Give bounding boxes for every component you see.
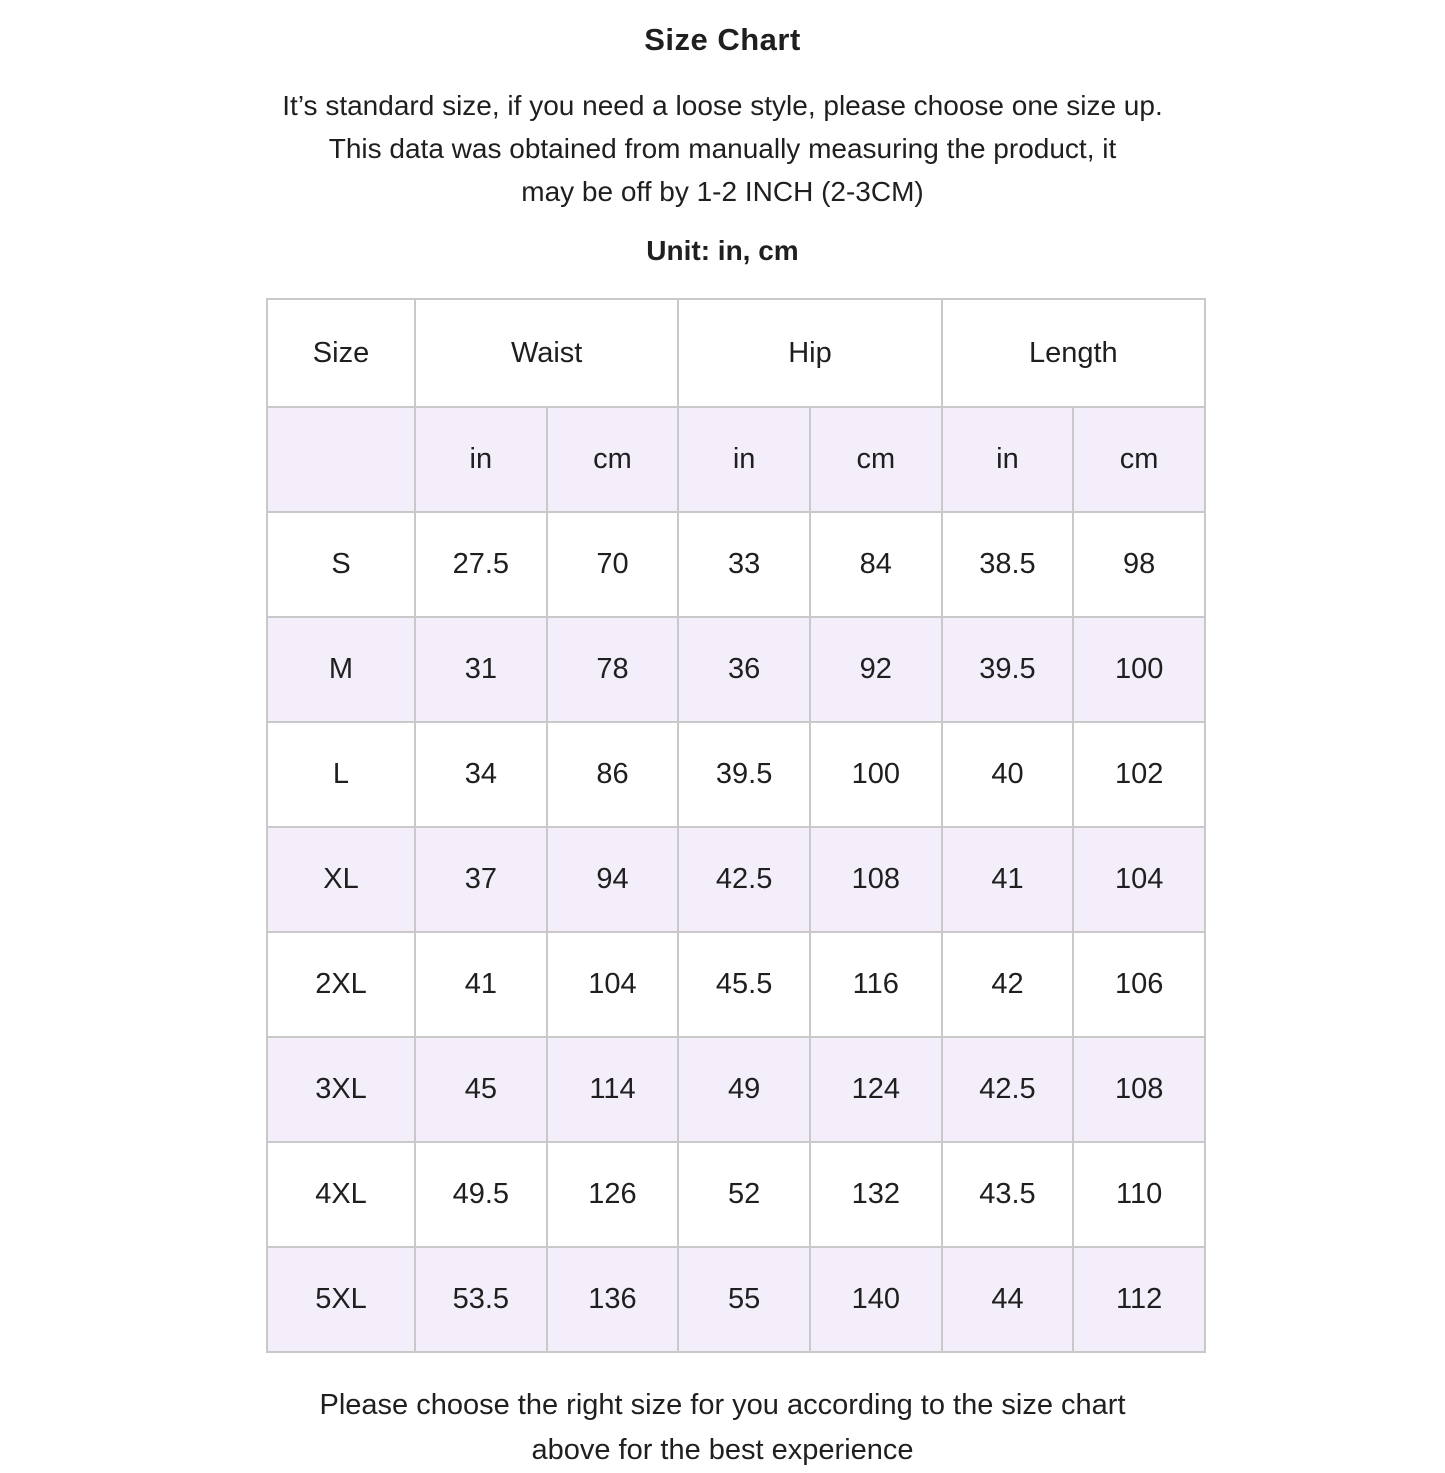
subheader-length-cm: cm bbox=[1073, 407, 1205, 512]
measurement-cell: 49 bbox=[678, 1037, 810, 1142]
subheader-hip-in: in bbox=[678, 407, 810, 512]
size-cell: L bbox=[267, 722, 415, 827]
footer-note bbox=[173, 1383, 1273, 1473]
measurement-cell: 34 bbox=[415, 722, 547, 827]
measurement-cell: 100 bbox=[810, 722, 942, 827]
measurement-cell: 42 bbox=[942, 932, 1074, 1037]
measurement-cell: 78 bbox=[547, 617, 679, 722]
size-cell: 2XL bbox=[267, 932, 415, 1037]
column-header-size: Size bbox=[267, 299, 415, 407]
size-note bbox=[133, 84, 1313, 213]
measurement-cell: 31 bbox=[415, 617, 547, 722]
measurement-cell: 124 bbox=[810, 1037, 942, 1142]
table-row bbox=[267, 932, 1205, 1037]
measurement-cell: 104 bbox=[547, 932, 679, 1037]
measurement-cell: 110 bbox=[1073, 1142, 1205, 1247]
measurement-cell: 86 bbox=[547, 722, 679, 827]
measurement-cell: 39.5 bbox=[678, 722, 810, 827]
measurement-cell: 52 bbox=[678, 1142, 810, 1247]
measurement-cell: 126 bbox=[547, 1142, 679, 1247]
table-row bbox=[267, 1247, 1205, 1352]
size-cell: 5XL bbox=[267, 1247, 415, 1352]
measurement-cell: 45.5 bbox=[678, 932, 810, 1037]
measurement-cell: 53.5 bbox=[415, 1247, 547, 1352]
measurement-cell: 116 bbox=[810, 932, 942, 1037]
footer-note-line-2: above for the best experience bbox=[531, 1434, 914, 1466]
measurement-cell: 136 bbox=[547, 1247, 679, 1352]
size-cell: XL bbox=[267, 827, 415, 932]
measurement-cell: 40 bbox=[942, 722, 1074, 827]
table-row bbox=[267, 617, 1205, 722]
measurement-cell: 37 bbox=[415, 827, 547, 932]
measurement-cell: 104 bbox=[1073, 827, 1205, 932]
measurement-cell: 27.5 bbox=[415, 512, 547, 617]
subheader-waist-cm: cm bbox=[547, 407, 679, 512]
measurement-cell: 98 bbox=[1073, 512, 1205, 617]
subheader-empty-cell bbox=[267, 407, 415, 512]
column-header-hip: Hip bbox=[678, 299, 941, 407]
measurement-cell: 41 bbox=[942, 827, 1074, 932]
measurement-cell: 42.5 bbox=[678, 827, 810, 932]
measurement-cell: 112 bbox=[1073, 1247, 1205, 1352]
measurement-cell: 43.5 bbox=[942, 1142, 1074, 1247]
measurement-cell: 92 bbox=[810, 617, 942, 722]
measurement-cell: 44 bbox=[942, 1247, 1074, 1352]
table-row bbox=[267, 512, 1205, 617]
measurement-cell: 70 bbox=[547, 512, 679, 617]
subheader-waist-in: in bbox=[415, 407, 547, 512]
measurement-cell: 102 bbox=[1073, 722, 1205, 827]
unit-label: Unit: in, cm bbox=[646, 235, 799, 266]
measurement-cell: 55 bbox=[678, 1247, 810, 1352]
subheader-length-in: in bbox=[942, 407, 1074, 512]
size-cell: 4XL bbox=[267, 1142, 415, 1247]
table-subheader-row bbox=[267, 407, 1205, 512]
measurement-cell: 108 bbox=[810, 827, 942, 932]
table-row bbox=[267, 1037, 1205, 1142]
measurement-cell: 42.5 bbox=[942, 1037, 1074, 1142]
column-header-waist: Waist bbox=[415, 299, 678, 407]
table-row bbox=[267, 722, 1205, 827]
measurement-cell: 94 bbox=[547, 827, 679, 932]
size-cell: M bbox=[267, 617, 415, 722]
measurement-cell: 140 bbox=[810, 1247, 942, 1352]
page-title: Size Chart bbox=[644, 22, 801, 57]
size-cell: 3XL bbox=[267, 1037, 415, 1142]
size-note-line-1: It’s standard size, if you need a loose style, please choose one size up. bbox=[282, 90, 1163, 121]
table-row bbox=[267, 1142, 1205, 1247]
column-header-length: Length bbox=[942, 299, 1205, 407]
measurement-cell: 106 bbox=[1073, 932, 1205, 1037]
measurement-cell: 108 bbox=[1073, 1037, 1205, 1142]
subheader-hip-cm: cm bbox=[810, 407, 942, 512]
table-header-row bbox=[267, 299, 1205, 407]
table-row bbox=[267, 827, 1205, 932]
size-cell: S bbox=[267, 512, 415, 617]
footer-note-line-1: Please choose the right size for you according to the size chart bbox=[319, 1389, 1126, 1421]
measurement-cell: 33 bbox=[678, 512, 810, 617]
measurement-cell: 100 bbox=[1073, 617, 1205, 722]
measurement-cell: 36 bbox=[678, 617, 810, 722]
measurement-cell: 132 bbox=[810, 1142, 942, 1247]
measurement-cell: 49.5 bbox=[415, 1142, 547, 1247]
size-note-line-2: This data was obtained from manually measuring the product, it bbox=[328, 133, 1117, 164]
measurement-cell: 38.5 bbox=[942, 512, 1074, 617]
measurement-cell: 39.5 bbox=[942, 617, 1074, 722]
measurement-cell: 41 bbox=[415, 932, 547, 1037]
size-chart-table bbox=[266, 298, 1206, 1353]
size-note-line-3: may be off by 1-2 INCH (2-3CM) bbox=[521, 176, 924, 207]
measurement-cell: 114 bbox=[547, 1037, 679, 1142]
measurement-cell: 45 bbox=[415, 1037, 547, 1142]
measurement-cell: 84 bbox=[810, 512, 942, 617]
